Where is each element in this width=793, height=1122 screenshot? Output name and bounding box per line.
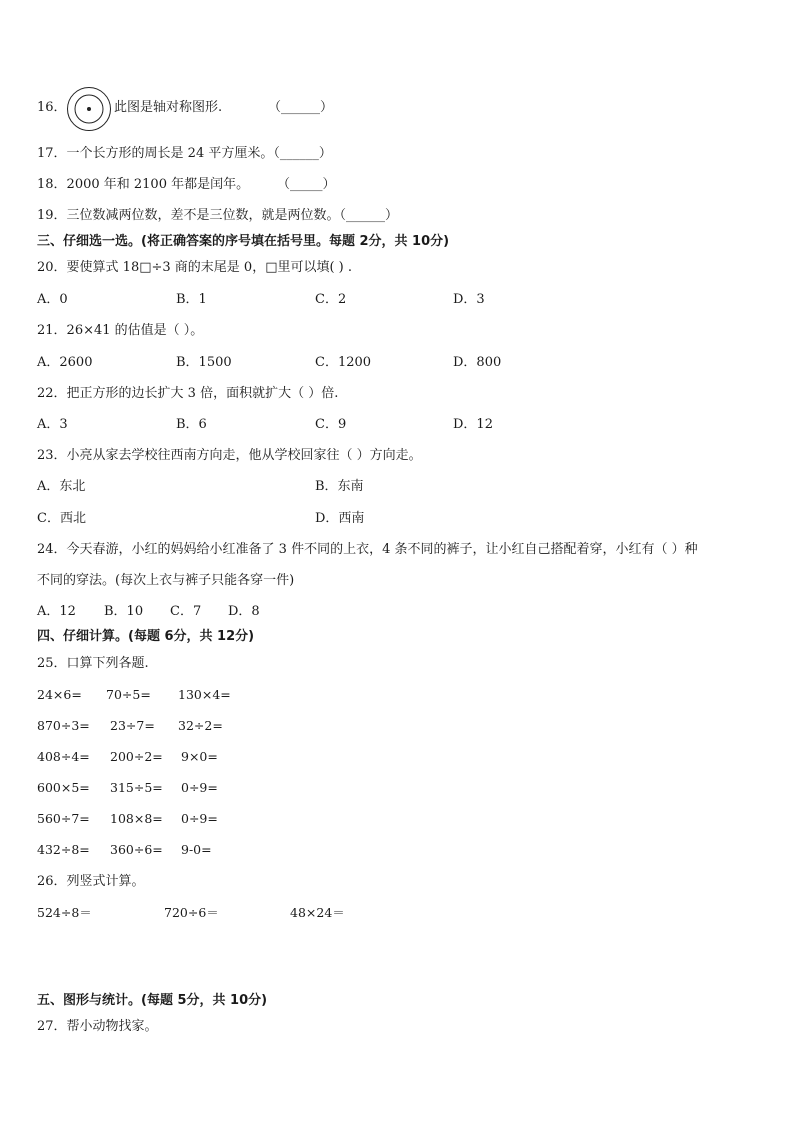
q20-option-a: A．0 bbox=[37, 292, 68, 307]
q16-blank: （______） bbox=[268, 100, 334, 115]
q20-option-c: C．2 bbox=[315, 292, 347, 307]
q22-text: 22．把正方形的边长扩大 3 倍，面积就扩大（ ）倍. bbox=[37, 386, 339, 401]
q21-option-d: D．800 bbox=[453, 355, 502, 370]
q24-option-c: C．7 bbox=[170, 604, 202, 619]
q23-text: 23．小亮从家去学校往西南方向走，他从学校回家往（ ）方向走。 bbox=[37, 448, 422, 463]
q24-option-a: A．12 bbox=[37, 604, 76, 619]
q26-item: 48×24＝ bbox=[290, 905, 345, 920]
section4-title: 四、仔细计算。(每题 6分，共 12分) bbox=[37, 629, 255, 644]
q24-text-line2: 不同的穿法。(每次上衣与裤子只能各穿一件) bbox=[37, 573, 295, 588]
q21-text: 21．26×41 的估值是（ ）。 bbox=[37, 323, 204, 338]
q22-option-c: C．9 bbox=[315, 417, 347, 432]
q25-item: 108×8= bbox=[110, 811, 163, 826]
q25-item: 23÷7= bbox=[110, 718, 155, 733]
q16-text: 此图是轴对称图形. bbox=[114, 100, 223, 115]
q21-option-c: C．1200 bbox=[315, 355, 372, 370]
q25-item: 130×4= bbox=[178, 687, 231, 702]
concentric-circles-figure bbox=[66, 86, 112, 132]
q23-option-a: A．东北 bbox=[37, 479, 86, 494]
q25-item: 600×5= bbox=[37, 780, 90, 795]
q25-text: 25．口算下列各题. bbox=[37, 656, 149, 671]
q24-option-d: D．8 bbox=[228, 604, 260, 619]
q25-item: 200÷2= bbox=[110, 749, 163, 764]
q25-item: 408÷4= bbox=[37, 749, 90, 764]
section3-title: 三、仔细选一选。(将正确答案的序号填在括号里。每题 2分，共 10分) bbox=[37, 234, 450, 249]
q25-item: 432÷8= bbox=[37, 842, 90, 857]
q24-text-line1: 24．今天春游，小红的妈妈给小红准备了 3 件不同的上衣，4 条不同的裤子，让小红自己搭配着穿，小红有（ ）种 bbox=[37, 542, 698, 557]
q16-number: 16． bbox=[37, 100, 67, 115]
q25-item: 360÷6= bbox=[110, 842, 163, 857]
q25-item: 9×0= bbox=[181, 749, 218, 764]
q26-text: 26．列竖式计算。 bbox=[37, 874, 145, 889]
q25-item: 32÷2= bbox=[178, 718, 223, 733]
q25-item: 0÷9= bbox=[181, 780, 218, 795]
q20-option-d: D．3 bbox=[453, 292, 485, 307]
q17-text: 17．一个长方形的周长是 24 平方厘米。（______） bbox=[37, 146, 332, 161]
q21-option-b: B．1500 bbox=[176, 355, 232, 370]
q27-text: 27．帮小动物找家。 bbox=[37, 1019, 158, 1034]
q21-option-a: A．2600 bbox=[37, 355, 93, 370]
q24-option-b: B．10 bbox=[104, 604, 144, 619]
q25-item: 315÷5= bbox=[110, 780, 163, 795]
q20-text: 20．要使算式 18□÷3 商的末尾是 0，□里可以填( ) . bbox=[37, 260, 353, 275]
q22-option-b: B．6 bbox=[176, 417, 207, 432]
q22-option-a: A．3 bbox=[37, 417, 68, 432]
q19-text: 19．三位数减两位数，差不是三位数，就是两位数。（______） bbox=[37, 208, 399, 223]
q25-item: 870÷3= bbox=[37, 718, 90, 733]
q18-blank: （_____） bbox=[277, 177, 336, 192]
section5-title: 五、图形与统计。(每题 5分，共 10分) bbox=[37, 993, 268, 1008]
q25-item: 560÷7= bbox=[37, 811, 90, 826]
q25-item: 70÷5= bbox=[106, 687, 151, 702]
q25-item: 9-0= bbox=[181, 842, 212, 857]
q26-item: 720÷6＝ bbox=[164, 905, 219, 920]
q18-text: 18．2000 年和 2100 年都是闰年。 bbox=[37, 177, 250, 192]
q20-option-b: B．1 bbox=[176, 292, 207, 307]
q22-option-d: D．12 bbox=[453, 417, 493, 432]
q23-option-c: C．西北 bbox=[37, 511, 86, 526]
q25-item: 0÷9= bbox=[181, 811, 218, 826]
q26-item: 524÷8＝ bbox=[37, 905, 92, 920]
q23-option-d: D．西南 bbox=[315, 511, 365, 526]
q25-item: 24×6= bbox=[37, 687, 82, 702]
q23-option-b: B．东南 bbox=[315, 479, 364, 494]
